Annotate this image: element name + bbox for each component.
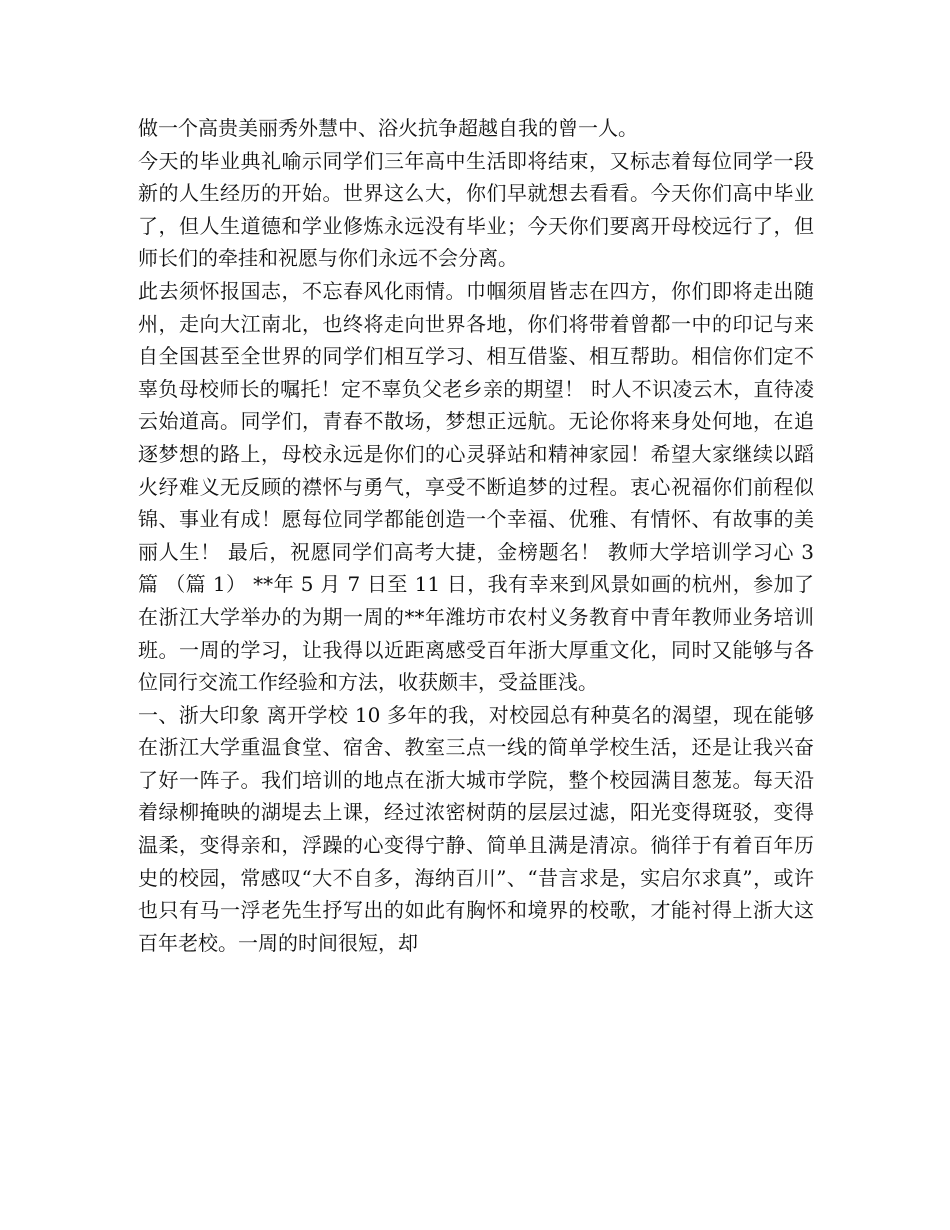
paragraph-4: 一、浙大印象 离开学校 10 多年的我，对校园总有种莫名的渴望，现在能够在浙江大学重温食堂、宿舍、教室三点一线的简单学校生活，还是让我兴奋了好一阵子。我们培训的地点在浙大城市学院，整个校园满目葱茏。每天沿着绿柳掩映的湖堤去上课，经过浓密树荫的层层过滤，阳光变得斑驳，变得温柔，变得亲和，浮躁的心变得宁静、简单且满是清凉。徜徉于有着百年历史的校园，常感叹“大不自多，海纳百川”、“昔言求是，实启尔求真”，或许也只有马一浮老先生抒写出的如此有胸怀和境界的校歌，才能衬得上浙大这百年老校。一周的时间很短，却: [138, 702, 814, 955]
paragraph-3: 此去须怀报国志，不忘春风化雨情。巾帼须眉皆志在四方，你们即将走出随州，走向大江南北，也终将走向世界各地，你们将带着曾都一中的印记与来自全国甚至全世界的同学们相互学习、相互借鉴、相互帮助。相信你们定不辜负母校师长的嘱托！定不辜负父老乡亲的期望！ 时人不识凌云木，直待凌云始道高。同学们，青春不散场，梦想正远航。无论你将来身处何地，在追逐梦想的路上，母校永远是你们的心灵驿站和精神家园！希望大家继续以蹈火纾难义无反顾的襟怀与勇气，享受不断追梦的过程。衷心祝福你们前程似锦、事业有成！愿每位同学都能创造一个幸福、优雅、有情怀、有故事的美丽人生！ 最后，祝愿同学们高考大捷，金榜题名！ 教师大学培训学习心 3 篇 （篇 1） **年 5 月 7 日至 11 日，我有幸来到风景如画的杭州，参加了在浙江大学举办的为期一周的**年潍坊市农村义务教育中青年教师业务培训班。一周的学习，让我得以近距离感受百年浙大厚重文化，同时又能够与各位同行交流工作经验和方法，收获颇丰，受益匪浅。: [138, 278, 814, 695]
paragraph-2: 今天的毕业典礼喻示同学们三年高中生活即将结束，又标志着每位同学一段新的人生经历的开始。世界这么大，你们早就想去看看。今天你们高中毕业了，但人生道德和学业修炼永远没有毕业；今天你们要离开母校远行了，但师长们的牵挂和祝愿与你们永远不会分离。: [138, 148, 814, 271]
document-body: [138, 112, 814, 959]
paragraph-1: 做一个高贵美丽秀外慧中、浴火抗争超越自我的曾一人。: [138, 116, 638, 140]
